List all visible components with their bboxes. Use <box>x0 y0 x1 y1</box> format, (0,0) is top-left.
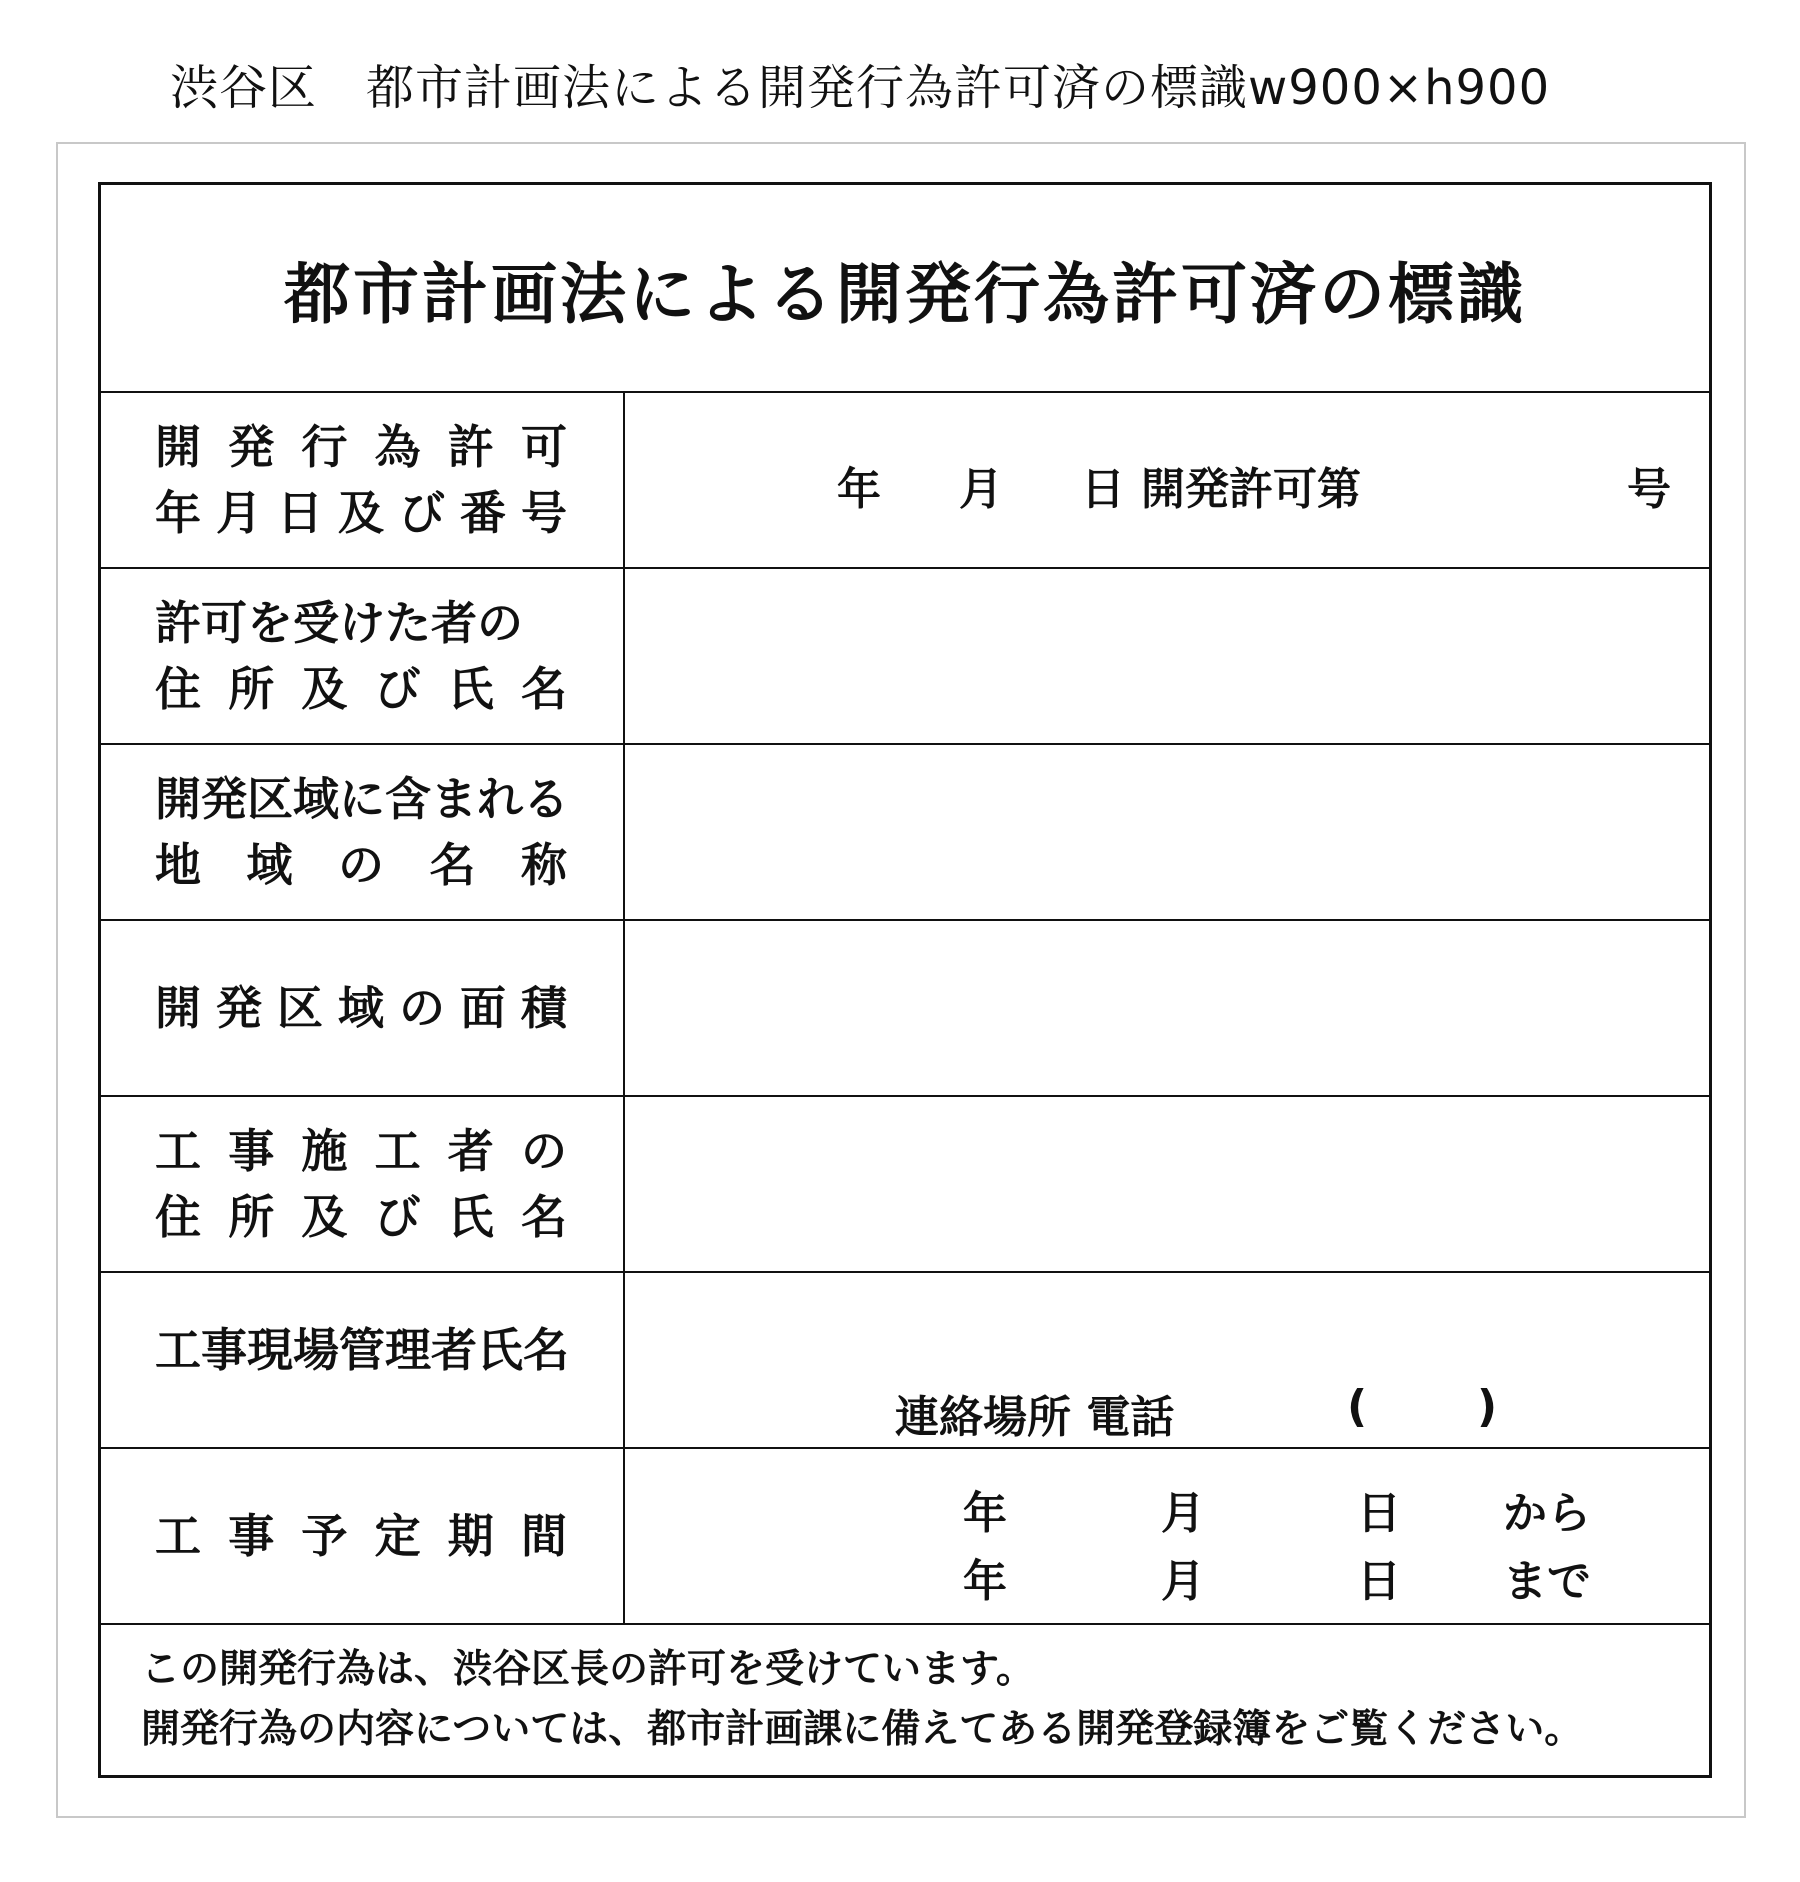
contact-text: 連絡場所 電話 <box>895 1392 1175 1443</box>
label-line: 開発区域の面積 <box>155 981 569 1035</box>
label-site-manager <box>101 1273 625 1447</box>
label-area-name <box>101 745 625 919</box>
label-line: 許可を受けた者の <box>155 596 523 650</box>
paren-open-text: ( <box>1347 1381 1368 1432</box>
value-contractor <box>625 1097 1709 1271</box>
value-area-size <box>625 921 1709 1095</box>
row-permit-holder <box>101 569 1709 745</box>
row-contractor <box>101 1097 1709 1273</box>
row-area-name <box>101 745 1709 921</box>
label-line: 年月日及び番号 <box>155 486 569 540</box>
label-line: 開発行為許可 <box>155 420 569 474</box>
permit-prefix-text: 開発許可第 <box>1141 464 1361 515</box>
footer-line: この開発行為は、渋谷区長の許可を受けています。 <box>141 1647 1035 1692</box>
label-line: 住所及び氏名 <box>155 1190 569 1244</box>
value-area-name <box>625 745 1709 919</box>
label-line: 工事施工者の <box>155 1124 569 1178</box>
start-year-text: 年 <box>963 1488 1007 1539</box>
from-text: から <box>1503 1488 1591 1539</box>
day-text: 日 <box>1081 464 1125 515</box>
start-month-text: 月 <box>1161 1488 1205 1539</box>
label-line: 地域の名称 <box>155 838 569 892</box>
label-line: 工事予定期間 <box>155 1509 569 1563</box>
number-suffix-text: 号 <box>1627 464 1671 515</box>
footer-line: 開発行為の内容については、都市計画課に備えてある開発登録簿をご覧ください。 <box>141 1707 1584 1752</box>
label-construction-period <box>101 1449 625 1623</box>
end-day-text: 日 <box>1357 1556 1401 1607</box>
start-day-text: 日 <box>1357 1488 1401 1539</box>
product-caption: 渋谷区 都市計画法による開発行為許可済の標識w900×h900 <box>170 60 1551 116</box>
value-construction-period <box>625 1449 1709 1623</box>
sign-footer-notice <box>101 1625 1709 1775</box>
permit-sign <box>98 182 1712 1778</box>
year-text: 年 <box>837 464 881 515</box>
paren-close-text: ) <box>1477 1381 1498 1432</box>
label-line: 工事現場管理者氏名 <box>155 1323 569 1377</box>
value-site-manager <box>625 1273 1709 1447</box>
value-permit-date-number <box>625 393 1709 567</box>
row-site-manager <box>101 1273 1709 1449</box>
row-construction-period <box>101 1449 1709 1625</box>
row-area-size <box>101 921 1709 1097</box>
label-permit-holder <box>101 569 625 743</box>
end-year-text: 年 <box>963 1556 1007 1607</box>
label-line: 住所及び氏名 <box>155 662 569 716</box>
month-text: 月 <box>959 464 1003 515</box>
value-permit-holder <box>625 569 1709 743</box>
label-area-size <box>101 921 625 1095</box>
row-permit-date-number <box>101 393 1709 569</box>
end-month-text: 月 <box>1161 1556 1205 1607</box>
label-contractor <box>101 1097 625 1271</box>
until-text: まで <box>1503 1556 1591 1607</box>
label-permit-date-number <box>101 393 625 567</box>
label-line: 開発区域に含まれる <box>155 772 569 826</box>
sign-title: 都市計画法による開発行為許可済の標識 <box>101 185 1709 393</box>
